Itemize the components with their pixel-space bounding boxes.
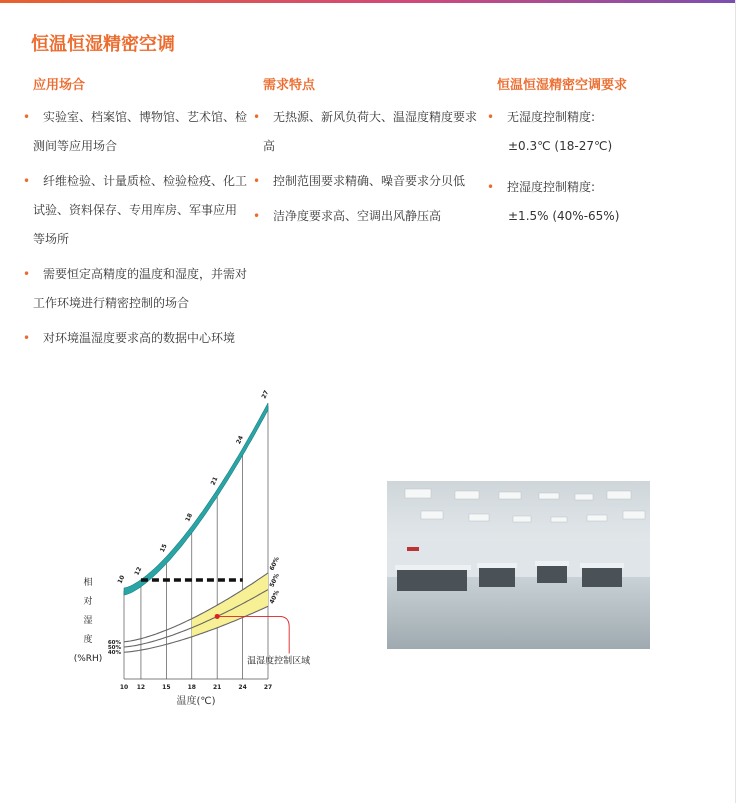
applications-column	[33, 74, 248, 359]
rh-labels-left	[108, 640, 122, 656]
list-item: • 控湿度控制精度:	[497, 173, 712, 202]
applications-list	[33, 103, 248, 353]
rh-labels-right	[268, 556, 280, 605]
features-heading: 需求特点	[263, 78, 316, 93]
saturation-label: 15	[158, 542, 169, 554]
requirements-list-2	[497, 173, 712, 202]
list-item: • 无热源、新风负荷大、温湿度精度要求高	[263, 103, 483, 161]
requirements-column	[497, 74, 712, 243]
requirement-value: ±0.3℃ (18-27℃)	[508, 139, 613, 153]
list-item: • 控制范围要求精确、噪音要求分贝低	[263, 167, 483, 196]
x-tick-label: 10	[119, 684, 129, 691]
saturation-label: 12	[133, 566, 144, 577]
saturation-band	[124, 403, 268, 595]
rh-label-left: 40%	[107, 650, 121, 657]
x-tick-label: 15	[162, 684, 171, 691]
list-item: • 纤维检验、计量质检、检验检疫、化工试验、资料保存、专用库房、军事应用等场所	[33, 167, 248, 254]
rh-label-right: 60%	[268, 555, 281, 572]
control-zone	[192, 573, 268, 637]
list-item: • 需要恒定高精度的温度和湿度，并需对工作环境进行精密控制的场合	[33, 260, 248, 318]
features-column	[263, 74, 483, 237]
x-axis-label: 温度(℃)	[176, 696, 216, 707]
top-accent-bar	[0, 0, 736, 3]
y-label-char: 度	[83, 635, 93, 645]
saturation-label: 18	[184, 512, 195, 523]
y-label-char: 对	[83, 597, 93, 607]
laboratory-photo	[387, 481, 650, 649]
requirements-list	[497, 103, 712, 132]
saturation-labels	[116, 389, 270, 585]
callout-label: 温湿度控制区域	[247, 656, 311, 667]
list-item: • 无湿度控制精度:	[497, 103, 712, 132]
requirement-value: ±1.5% (40%-65%)	[508, 209, 620, 223]
x-tick-label: 12	[136, 684, 146, 691]
page-title: 恒温恒湿精密空调	[31, 34, 175, 55]
applications-heading: 应用场合	[33, 78, 86, 93]
x-tick-label: 18	[187, 684, 196, 691]
x-tick-label: 24	[238, 684, 247, 691]
features-list	[263, 103, 483, 231]
psychrometric-chart	[70, 389, 370, 715]
list-item: • 实验室、档案馆、博物馆、艺术馆、检测间等应用场合	[33, 103, 248, 161]
list-item: • 洁净度要求高、空调出风静压高	[263, 202, 483, 231]
rh-label-left: 60%	[107, 639, 121, 646]
saturation-label: 24	[235, 434, 245, 446]
list-item: • 对环境温湿度要求高的数据中心环境	[33, 324, 248, 353]
saturation-label: 10	[116, 574, 127, 585]
y-label-char: (%RH)	[73, 654, 103, 664]
rh-label-left: 50%	[107, 644, 121, 651]
x-tick-label: 21	[212, 684, 222, 691]
rh-label-right: 50%	[268, 572, 281, 589]
requirements-heading: 恒温恒湿精密空调要求	[497, 78, 628, 93]
x-tick-label: 27	[263, 684, 273, 691]
saturation-label: 21	[209, 475, 220, 487]
y-label-char: 相	[83, 578, 93, 588]
y-label-char: 湿	[83, 616, 93, 626]
rh-label-right: 40%	[268, 589, 281, 606]
saturation-label: 27	[260, 389, 271, 400]
x-tick-labels	[120, 684, 272, 691]
y-axis-label	[74, 576, 103, 664]
